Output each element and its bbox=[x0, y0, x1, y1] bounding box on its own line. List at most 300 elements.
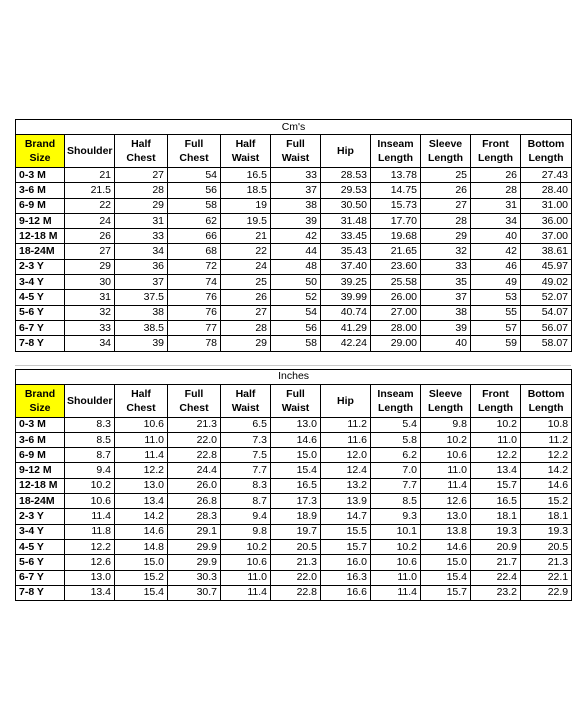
table-row bbox=[16, 229, 572, 244]
measurement-cell: 22.0 bbox=[271, 570, 321, 585]
measurement-cell: 16.6 bbox=[321, 585, 371, 600]
measurement-cell: 26 bbox=[65, 229, 115, 244]
measurement-cell: 6.5 bbox=[221, 417, 271, 432]
measurement-cell: 12.2 bbox=[521, 448, 572, 463]
measurement-cell: 10.2 bbox=[421, 432, 471, 447]
measurement-cell: 26.0 bbox=[168, 478, 221, 493]
measurement-cell: 22 bbox=[65, 198, 115, 213]
table-row bbox=[16, 463, 572, 478]
measurement-cell: 11.0 bbox=[371, 570, 421, 585]
column-header bbox=[16, 384, 65, 417]
measurement-cell: 10.8 bbox=[521, 417, 572, 432]
measurement-cell: 31.00 bbox=[521, 198, 572, 213]
measurement-cell: 25 bbox=[221, 275, 271, 290]
size-cell: 9-12 M bbox=[16, 463, 65, 478]
table-row bbox=[16, 275, 572, 290]
measurement-cell: 9.4 bbox=[65, 463, 115, 478]
measurement-cell: 7.0 bbox=[371, 463, 421, 478]
measurement-cell: 38.61 bbox=[521, 244, 572, 259]
measurement-cell: 12.2 bbox=[115, 463, 168, 478]
measurement-cell: 5.4 bbox=[371, 417, 421, 432]
measurement-cell: 54 bbox=[271, 305, 321, 320]
measurement-cell: 21.5 bbox=[65, 183, 115, 198]
measurement-cell: 35.43 bbox=[321, 244, 371, 259]
measurement-cell: 74 bbox=[168, 275, 221, 290]
measurement-cell: 31.48 bbox=[321, 213, 371, 228]
table-row bbox=[16, 570, 572, 585]
measurement-cell: 31 bbox=[65, 290, 115, 305]
measurement-cell: 26.00 bbox=[371, 290, 421, 305]
measurement-cell: 33.45 bbox=[321, 229, 371, 244]
size-cell: 0-3 M bbox=[16, 168, 65, 183]
column-header-text: Brand bbox=[24, 138, 56, 150]
size-cell: 18-24M bbox=[16, 244, 65, 259]
measurement-cell: 15.2 bbox=[521, 494, 572, 509]
measurement-cell: 15.7 bbox=[421, 585, 471, 600]
measurement-cell: 57 bbox=[471, 320, 521, 335]
measurement-cell: 15.7 bbox=[321, 539, 371, 554]
column-header-text: Hip bbox=[337, 394, 354, 407]
unit-label: Cm's bbox=[16, 120, 572, 135]
measurement-cell: 29 bbox=[115, 198, 168, 213]
measurement-cell: 52 bbox=[271, 290, 321, 305]
size-cell: 3-6 M bbox=[16, 183, 65, 198]
measurement-cell: 19.3 bbox=[521, 524, 572, 539]
column-header bbox=[321, 384, 371, 417]
measurement-cell: 29.00 bbox=[371, 336, 421, 351]
measurement-cell: 26 bbox=[221, 290, 271, 305]
measurement-cell: 15.4 bbox=[115, 585, 168, 600]
column-header-text: Sleeve bbox=[428, 138, 463, 150]
size-cell: 2-3 Y bbox=[16, 509, 65, 524]
measurement-cell: 13.0 bbox=[271, 417, 321, 432]
measurement-cell: 17.70 bbox=[371, 213, 421, 228]
measurement-cell: 27 bbox=[115, 168, 168, 183]
measurement-cell: 28 bbox=[115, 183, 168, 198]
column-header-text: Half bbox=[235, 387, 256, 400]
measurement-cell: 56 bbox=[271, 320, 321, 335]
measurement-cell: 39 bbox=[421, 320, 471, 335]
measurement-cell: 18.9 bbox=[271, 509, 321, 524]
measurement-cell: 8.7 bbox=[221, 494, 271, 509]
measurement-cell: 11.4 bbox=[221, 585, 271, 600]
measurement-cell: 62 bbox=[168, 213, 221, 228]
measurement-cell: 8.3 bbox=[65, 417, 115, 432]
size-table-cm bbox=[15, 119, 571, 352]
measurement-cell: 7.7 bbox=[221, 463, 271, 478]
measurement-cell: 16.5 bbox=[271, 478, 321, 493]
measurement-cell: 23.60 bbox=[371, 259, 421, 274]
column-header-text: Length bbox=[428, 401, 463, 414]
measurement-cell: 13.4 bbox=[65, 585, 115, 600]
measurement-cell: 15.0 bbox=[421, 555, 471, 570]
column-header-text: Brand bbox=[24, 387, 56, 400]
measurement-cell: 40 bbox=[471, 229, 521, 244]
column-header bbox=[271, 135, 321, 168]
measurement-cell: 19 bbox=[221, 198, 271, 213]
column-header-text: Inseam bbox=[377, 387, 414, 400]
size-table bbox=[15, 369, 572, 602]
measurement-cell: 41.29 bbox=[321, 320, 371, 335]
table-row bbox=[16, 244, 572, 259]
measurement-cell: 20.9 bbox=[471, 539, 521, 554]
header-row bbox=[16, 384, 572, 417]
column-header-text: Chest bbox=[179, 401, 209, 414]
column-header-text: Full bbox=[184, 138, 204, 150]
measurement-cell: 22.1 bbox=[521, 570, 572, 585]
table-row bbox=[16, 168, 572, 183]
measurement-cell: 29 bbox=[65, 259, 115, 274]
measurement-cell: 23.2 bbox=[471, 585, 521, 600]
measurement-cell: 29.1 bbox=[168, 524, 221, 539]
measurement-cell: 33 bbox=[271, 168, 321, 183]
unit-row bbox=[16, 369, 572, 384]
measurement-cell: 37 bbox=[421, 290, 471, 305]
measurement-cell: 11.8 bbox=[65, 524, 115, 539]
measurement-cell: 12.2 bbox=[65, 539, 115, 554]
measurement-cell: 11.4 bbox=[371, 585, 421, 600]
measurement-cell: 11.2 bbox=[321, 417, 371, 432]
measurement-cell: 30.50 bbox=[321, 198, 371, 213]
size-cell: 3-6 M bbox=[16, 432, 65, 447]
measurement-cell: 16.5 bbox=[471, 494, 521, 509]
measurement-cell: 11.4 bbox=[65, 509, 115, 524]
measurement-cell: 30.7 bbox=[168, 585, 221, 600]
column-header bbox=[521, 384, 572, 417]
measurement-cell: 15.4 bbox=[271, 463, 321, 478]
column-header-text: Inseam bbox=[377, 138, 414, 150]
measurement-cell: 50 bbox=[271, 275, 321, 290]
column-header bbox=[421, 384, 471, 417]
measurement-cell: 21 bbox=[65, 168, 115, 183]
measurement-cell: 8.5 bbox=[371, 494, 421, 509]
measurement-cell: 22.0 bbox=[168, 432, 221, 447]
measurement-cell: 34 bbox=[471, 213, 521, 228]
top-margin bbox=[15, 0, 571, 119]
measurement-cell: 53 bbox=[471, 290, 521, 305]
measurement-cell: 26.8 bbox=[168, 494, 221, 509]
column-header-text: Shoulder bbox=[67, 394, 113, 407]
measurement-cell: 48 bbox=[271, 259, 321, 274]
column-header bbox=[168, 135, 221, 168]
measurement-cell: 76 bbox=[168, 290, 221, 305]
measurement-cell: 36 bbox=[115, 259, 168, 274]
size-cell: 6-9 M bbox=[16, 198, 65, 213]
column-header-text: Hip bbox=[337, 145, 354, 157]
measurement-cell: 19.3 bbox=[471, 524, 521, 539]
measurement-cell: 29 bbox=[221, 336, 271, 351]
measurement-cell: 13.4 bbox=[471, 463, 521, 478]
measurement-cell: 8.5 bbox=[65, 432, 115, 447]
measurement-cell: 22.4 bbox=[471, 570, 521, 585]
column-header-text: Bottom bbox=[527, 387, 565, 400]
measurement-cell: 11.0 bbox=[421, 463, 471, 478]
measurement-cell: 21.3 bbox=[271, 555, 321, 570]
table-row bbox=[16, 259, 572, 274]
measurement-cell: 25 bbox=[421, 168, 471, 183]
table-row bbox=[16, 305, 572, 320]
table-row bbox=[16, 555, 572, 570]
measurement-cell: 14.7 bbox=[321, 509, 371, 524]
size-cell: 6-9 M bbox=[16, 448, 65, 463]
measurement-cell: 17.3 bbox=[271, 494, 321, 509]
measurement-cell: 42 bbox=[471, 244, 521, 259]
table-row bbox=[16, 417, 572, 432]
measurement-cell: 26 bbox=[421, 183, 471, 198]
measurement-cell: 10.6 bbox=[65, 494, 115, 509]
measurement-cell: 19.68 bbox=[371, 229, 421, 244]
measurement-cell: 35 bbox=[421, 275, 471, 290]
measurement-cell: 39 bbox=[271, 213, 321, 228]
column-header bbox=[168, 384, 221, 417]
measurement-cell: 55 bbox=[471, 305, 521, 320]
column-header bbox=[221, 384, 271, 417]
column-header bbox=[65, 384, 115, 417]
measurement-cell: 76 bbox=[168, 305, 221, 320]
column-header-text: Chest bbox=[179, 152, 209, 164]
column-header-text: Sleeve bbox=[428, 387, 463, 400]
unit-label: Inches bbox=[16, 369, 572, 384]
measurement-cell: 42 bbox=[271, 229, 321, 244]
size-cell: 3-4 Y bbox=[16, 524, 65, 539]
measurement-cell: 21.3 bbox=[521, 555, 572, 570]
measurement-cell: 40.74 bbox=[321, 305, 371, 320]
table-row bbox=[16, 290, 572, 305]
measurement-cell: 78 bbox=[168, 336, 221, 351]
size-table bbox=[15, 119, 572, 352]
column-header-text: Waist bbox=[231, 152, 260, 164]
table-row bbox=[16, 448, 572, 463]
measurement-cell: 33 bbox=[115, 229, 168, 244]
measurement-cell: 10.6 bbox=[115, 417, 168, 432]
column-header bbox=[221, 135, 271, 168]
column-header bbox=[115, 384, 168, 417]
table-row bbox=[16, 432, 572, 447]
measurement-cell: 10.6 bbox=[421, 448, 471, 463]
measurement-cell: 44 bbox=[271, 244, 321, 259]
measurement-cell: 25.58 bbox=[371, 275, 421, 290]
measurement-cell: 10.2 bbox=[371, 539, 421, 554]
measurement-cell: 58.07 bbox=[521, 336, 572, 351]
measurement-cell: 12.0 bbox=[321, 448, 371, 463]
column-header bbox=[16, 135, 65, 168]
measurement-cell: 13.2 bbox=[321, 478, 371, 493]
column-header bbox=[371, 135, 421, 168]
measurement-cell: 58 bbox=[168, 198, 221, 213]
measurement-cell: 34 bbox=[115, 244, 168, 259]
measurement-cell: 52.07 bbox=[521, 290, 572, 305]
measurement-cell: 6.2 bbox=[371, 448, 421, 463]
measurement-cell: 31 bbox=[471, 198, 521, 213]
measurement-cell: 9.4 bbox=[221, 509, 271, 524]
measurement-cell: 7.7 bbox=[371, 478, 421, 493]
measurement-cell: 13.0 bbox=[115, 478, 168, 493]
measurement-cell: 66 bbox=[168, 229, 221, 244]
measurement-cell: 29.9 bbox=[168, 555, 221, 570]
measurement-cell: 37.00 bbox=[521, 229, 572, 244]
size-cell: 18-24M bbox=[16, 494, 65, 509]
measurement-cell: 14.6 bbox=[421, 539, 471, 554]
measurement-cell: 38 bbox=[115, 305, 168, 320]
measurement-cell: 21.65 bbox=[371, 244, 421, 259]
measurement-cell: 38.5 bbox=[115, 320, 168, 335]
measurement-cell: 10.6 bbox=[221, 555, 271, 570]
table-row bbox=[16, 509, 572, 524]
measurement-cell: 16.0 bbox=[321, 555, 371, 570]
measurement-cell: 58 bbox=[271, 336, 321, 351]
measurement-cell: 72 bbox=[168, 259, 221, 274]
table-row bbox=[16, 198, 572, 213]
measurement-cell: 33 bbox=[421, 259, 471, 274]
measurement-cell: 28.53 bbox=[321, 168, 371, 183]
size-cell: 12-18 M bbox=[16, 229, 65, 244]
measurement-cell: 10.6 bbox=[371, 555, 421, 570]
size-cell: 4-5 Y bbox=[16, 539, 65, 554]
column-header-text: Half Chest bbox=[126, 138, 156, 164]
measurement-cell: 38 bbox=[271, 198, 321, 213]
table-row bbox=[16, 478, 572, 493]
size-cell: 12-18 M bbox=[16, 478, 65, 493]
measurement-cell: 12.6 bbox=[421, 494, 471, 509]
measurement-cell: 39.99 bbox=[321, 290, 371, 305]
column-header-text: Size bbox=[29, 401, 51, 414]
measurement-cell: 11.6 bbox=[321, 432, 371, 447]
measurement-cell: 56.07 bbox=[521, 320, 572, 335]
measurement-cell: 13.8 bbox=[421, 524, 471, 539]
measurement-cell: 28 bbox=[471, 183, 521, 198]
size-cell: 5-6 Y bbox=[16, 305, 65, 320]
column-header bbox=[115, 135, 168, 168]
measurement-cell: 12.2 bbox=[471, 448, 521, 463]
measurement-cell: 54.07 bbox=[521, 305, 572, 320]
column-header-text: Length bbox=[528, 152, 564, 164]
measurement-cell: 15.73 bbox=[371, 198, 421, 213]
measurement-cell: 15.0 bbox=[115, 555, 168, 570]
measurement-cell: 18.1 bbox=[471, 509, 521, 524]
measurement-cell: 26 bbox=[471, 168, 521, 183]
measurement-cell: 19.5 bbox=[221, 213, 271, 228]
measurement-cell: 9.8 bbox=[421, 417, 471, 432]
measurement-cell: 27 bbox=[65, 244, 115, 259]
measurement-cell: 21.7 bbox=[471, 555, 521, 570]
size-cell: 3-4 Y bbox=[16, 275, 65, 290]
table-row bbox=[16, 183, 572, 198]
measurement-cell: 24.4 bbox=[168, 463, 221, 478]
measurement-cell: 11.0 bbox=[471, 432, 521, 447]
measurement-cell: 11.4 bbox=[115, 448, 168, 463]
measurement-cell: 59 bbox=[471, 336, 521, 351]
column-header-text: Length bbox=[528, 401, 564, 414]
measurement-cell: 18.5 bbox=[221, 183, 271, 198]
measurement-cell: 28.3 bbox=[168, 509, 221, 524]
column-header-text: Half Chest bbox=[126, 387, 156, 414]
measurement-cell: 56 bbox=[168, 183, 221, 198]
measurement-cell: 13.0 bbox=[421, 509, 471, 524]
measurement-cell: 28 bbox=[421, 213, 471, 228]
measurement-cell: 16.3 bbox=[321, 570, 371, 585]
column-header-text: Shoulder bbox=[67, 145, 113, 157]
measurement-cell: 13.9 bbox=[321, 494, 371, 509]
column-header bbox=[65, 135, 115, 168]
measurement-cell: 39 bbox=[115, 336, 168, 351]
measurement-cell: 22 bbox=[221, 244, 271, 259]
measurement-cell: 18.1 bbox=[521, 509, 572, 524]
table-gap bbox=[15, 352, 571, 365]
size-cell: 5-6 Y bbox=[16, 555, 65, 570]
measurement-cell: 38 bbox=[421, 305, 471, 320]
measurement-cell: 68 bbox=[168, 244, 221, 259]
measurement-cell: 13.0 bbox=[65, 570, 115, 585]
measurement-cell: 22.8 bbox=[168, 448, 221, 463]
table-row bbox=[16, 336, 572, 351]
table-row bbox=[16, 585, 572, 600]
measurement-cell: 21 bbox=[221, 229, 271, 244]
measurement-cell: 22.8 bbox=[271, 585, 321, 600]
measurement-cell: 10.2 bbox=[471, 417, 521, 432]
measurement-cell: 40 bbox=[421, 336, 471, 351]
column-header-text: Front bbox=[482, 138, 509, 150]
column-header-text: Half bbox=[235, 138, 256, 150]
measurement-cell: 8.3 bbox=[221, 478, 271, 493]
header-row bbox=[16, 135, 572, 168]
table-row bbox=[16, 524, 572, 539]
measurement-cell: 37 bbox=[271, 183, 321, 198]
measurement-cell: 24 bbox=[221, 259, 271, 274]
column-header-text: Full bbox=[286, 138, 305, 150]
measurement-cell: 21.3 bbox=[168, 417, 221, 432]
measurement-cell: 30.3 bbox=[168, 570, 221, 585]
column-header-text: Front bbox=[482, 387, 509, 400]
measurement-cell: 14.6 bbox=[521, 478, 572, 493]
column-header-text: Length bbox=[478, 152, 513, 164]
measurement-cell: 27.43 bbox=[521, 168, 572, 183]
measurement-cell: 11.2 bbox=[521, 432, 572, 447]
table-row bbox=[16, 539, 572, 554]
measurement-cell: 28.00 bbox=[371, 320, 421, 335]
measurement-cell: 34 bbox=[65, 336, 115, 351]
measurement-cell: 32 bbox=[65, 305, 115, 320]
measurement-cell: 27 bbox=[421, 198, 471, 213]
measurement-cell: 16.5 bbox=[221, 168, 271, 183]
measurement-cell: 39.25 bbox=[321, 275, 371, 290]
column-header bbox=[371, 384, 421, 417]
measurement-cell: 5.8 bbox=[371, 432, 421, 447]
column-header bbox=[471, 384, 521, 417]
measurement-cell: 11.4 bbox=[421, 478, 471, 493]
size-cell: 9-12 M bbox=[16, 213, 65, 228]
measurement-cell: 15.0 bbox=[271, 448, 321, 463]
measurement-cell: 15.5 bbox=[321, 524, 371, 539]
size-cell: 0-3 M bbox=[16, 417, 65, 432]
column-header-text: Length bbox=[478, 401, 513, 414]
measurement-cell: 28.40 bbox=[521, 183, 572, 198]
measurement-cell: 45.97 bbox=[521, 259, 572, 274]
column-header-text: Length bbox=[378, 401, 413, 414]
measurement-cell: 37.40 bbox=[321, 259, 371, 274]
measurement-cell: 36.00 bbox=[521, 213, 572, 228]
measurement-cell: 27 bbox=[221, 305, 271, 320]
measurement-cell: 8.7 bbox=[65, 448, 115, 463]
measurement-cell: 19.7 bbox=[271, 524, 321, 539]
measurement-cell: 10.2 bbox=[221, 539, 271, 554]
table-row bbox=[16, 494, 572, 509]
measurement-cell: 10.1 bbox=[371, 524, 421, 539]
column-header-text: Full bbox=[184, 387, 204, 400]
column-header-text: Bottom bbox=[527, 138, 565, 150]
size-cell: 4-5 Y bbox=[16, 290, 65, 305]
size-cell: 6-7 Y bbox=[16, 570, 65, 585]
measurement-cell: 10.2 bbox=[65, 478, 115, 493]
